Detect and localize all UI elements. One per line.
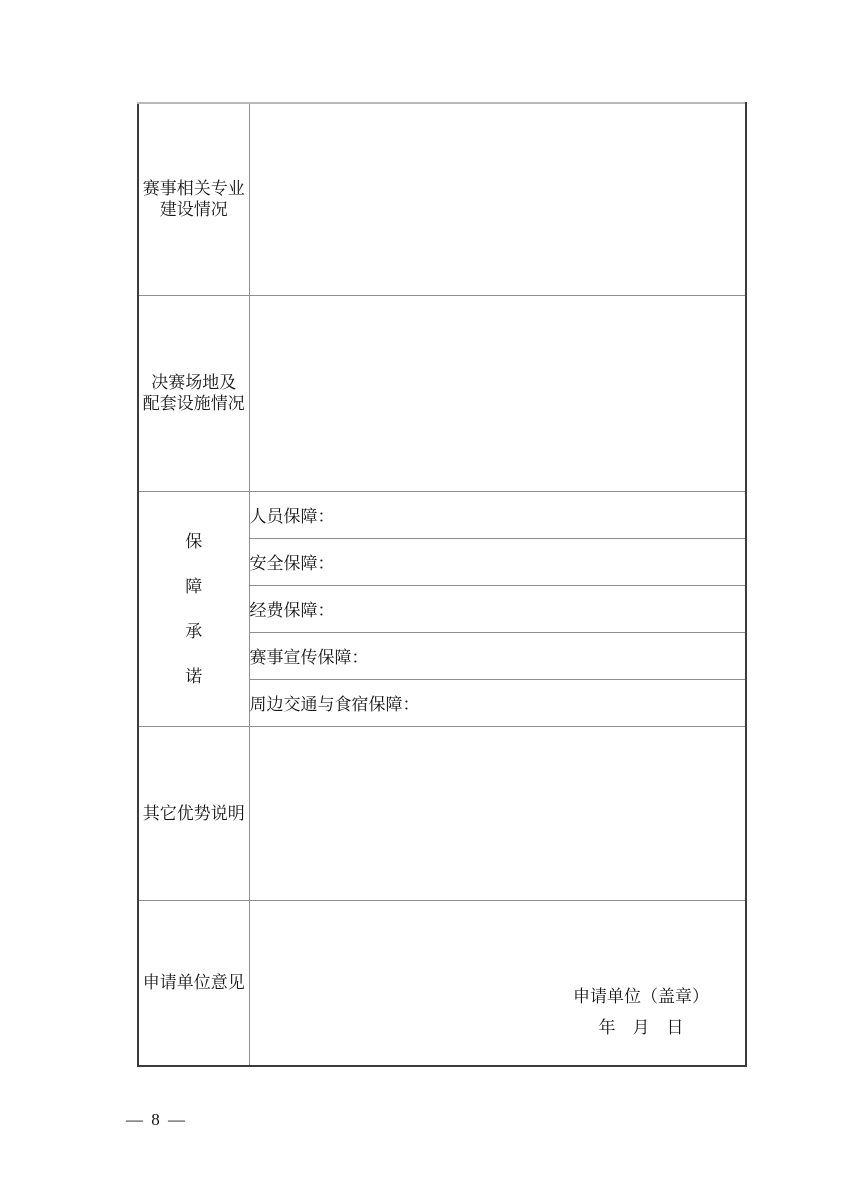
row-label-line: 赛事相关专业 (142, 179, 245, 199)
final-venue-content-cell[interactable] (249, 295, 746, 491)
publicity-guarantee-cell[interactable] (249, 632, 746, 679)
transport-lodging-guarantee-cell[interactable] (249, 679, 746, 726)
row-label-line: 建设情况 (159, 200, 228, 220)
applicant-opinion-content-cell[interactable] (249, 900, 746, 1066)
row-final-venue (138, 295, 746, 491)
safety-guarantee-label: 安全保障： (249, 554, 335, 573)
applicant-seal-line: 申请单位（盖章） (573, 986, 709, 1006)
other-advantages-content-cell[interactable] (249, 726, 746, 900)
guarantee-label-char: 诺 (185, 666, 203, 686)
event-specialty-content-cell[interactable] (249, 103, 746, 295)
guarantee-label-char: 承 (185, 621, 203, 641)
row-label-other-advantages (138, 726, 249, 900)
row-label-event-specialty (138, 103, 249, 295)
row-applicant-opinion (138, 900, 746, 1066)
row-label-applicant-opinion (138, 900, 249, 1066)
safety-guarantee-cell[interactable] (249, 538, 746, 585)
signature-block (573, 981, 709, 1043)
funding-guarantee-label: 经费保障： (249, 601, 335, 620)
row-label-line: 配套设施情况 (142, 394, 245, 413)
funding-guarantee-cell[interactable] (249, 585, 746, 632)
personnel-guarantee-cell[interactable] (249, 491, 746, 538)
date-line: 年 月 日 (598, 1017, 684, 1037)
row-label-line: 其它优势说明 (142, 803, 245, 823)
row-label-guarantee (138, 491, 249, 726)
application-form-table (137, 102, 747, 1067)
row-label-line: 申请单位意见 (142, 973, 245, 993)
row-label-final-venue (138, 295, 249, 491)
guarantee-label-char: 障 (185, 576, 203, 596)
publicity-guarantee-label: 赛事宣传保障： (249, 648, 369, 667)
row-other-advantages (138, 726, 746, 900)
row-label-line: 决赛场地及 (151, 373, 237, 392)
guarantee-label-char: 保 (185, 531, 203, 551)
page-number: — 8 — (126, 1110, 187, 1129)
personnel-guarantee-label: 人员保障： (249, 507, 335, 526)
row-guarantee-personnel (138, 491, 746, 538)
transport-lodging-guarantee-label: 周边交通与食宿保障： (249, 695, 420, 714)
row-event-specialty (138, 103, 746, 295)
